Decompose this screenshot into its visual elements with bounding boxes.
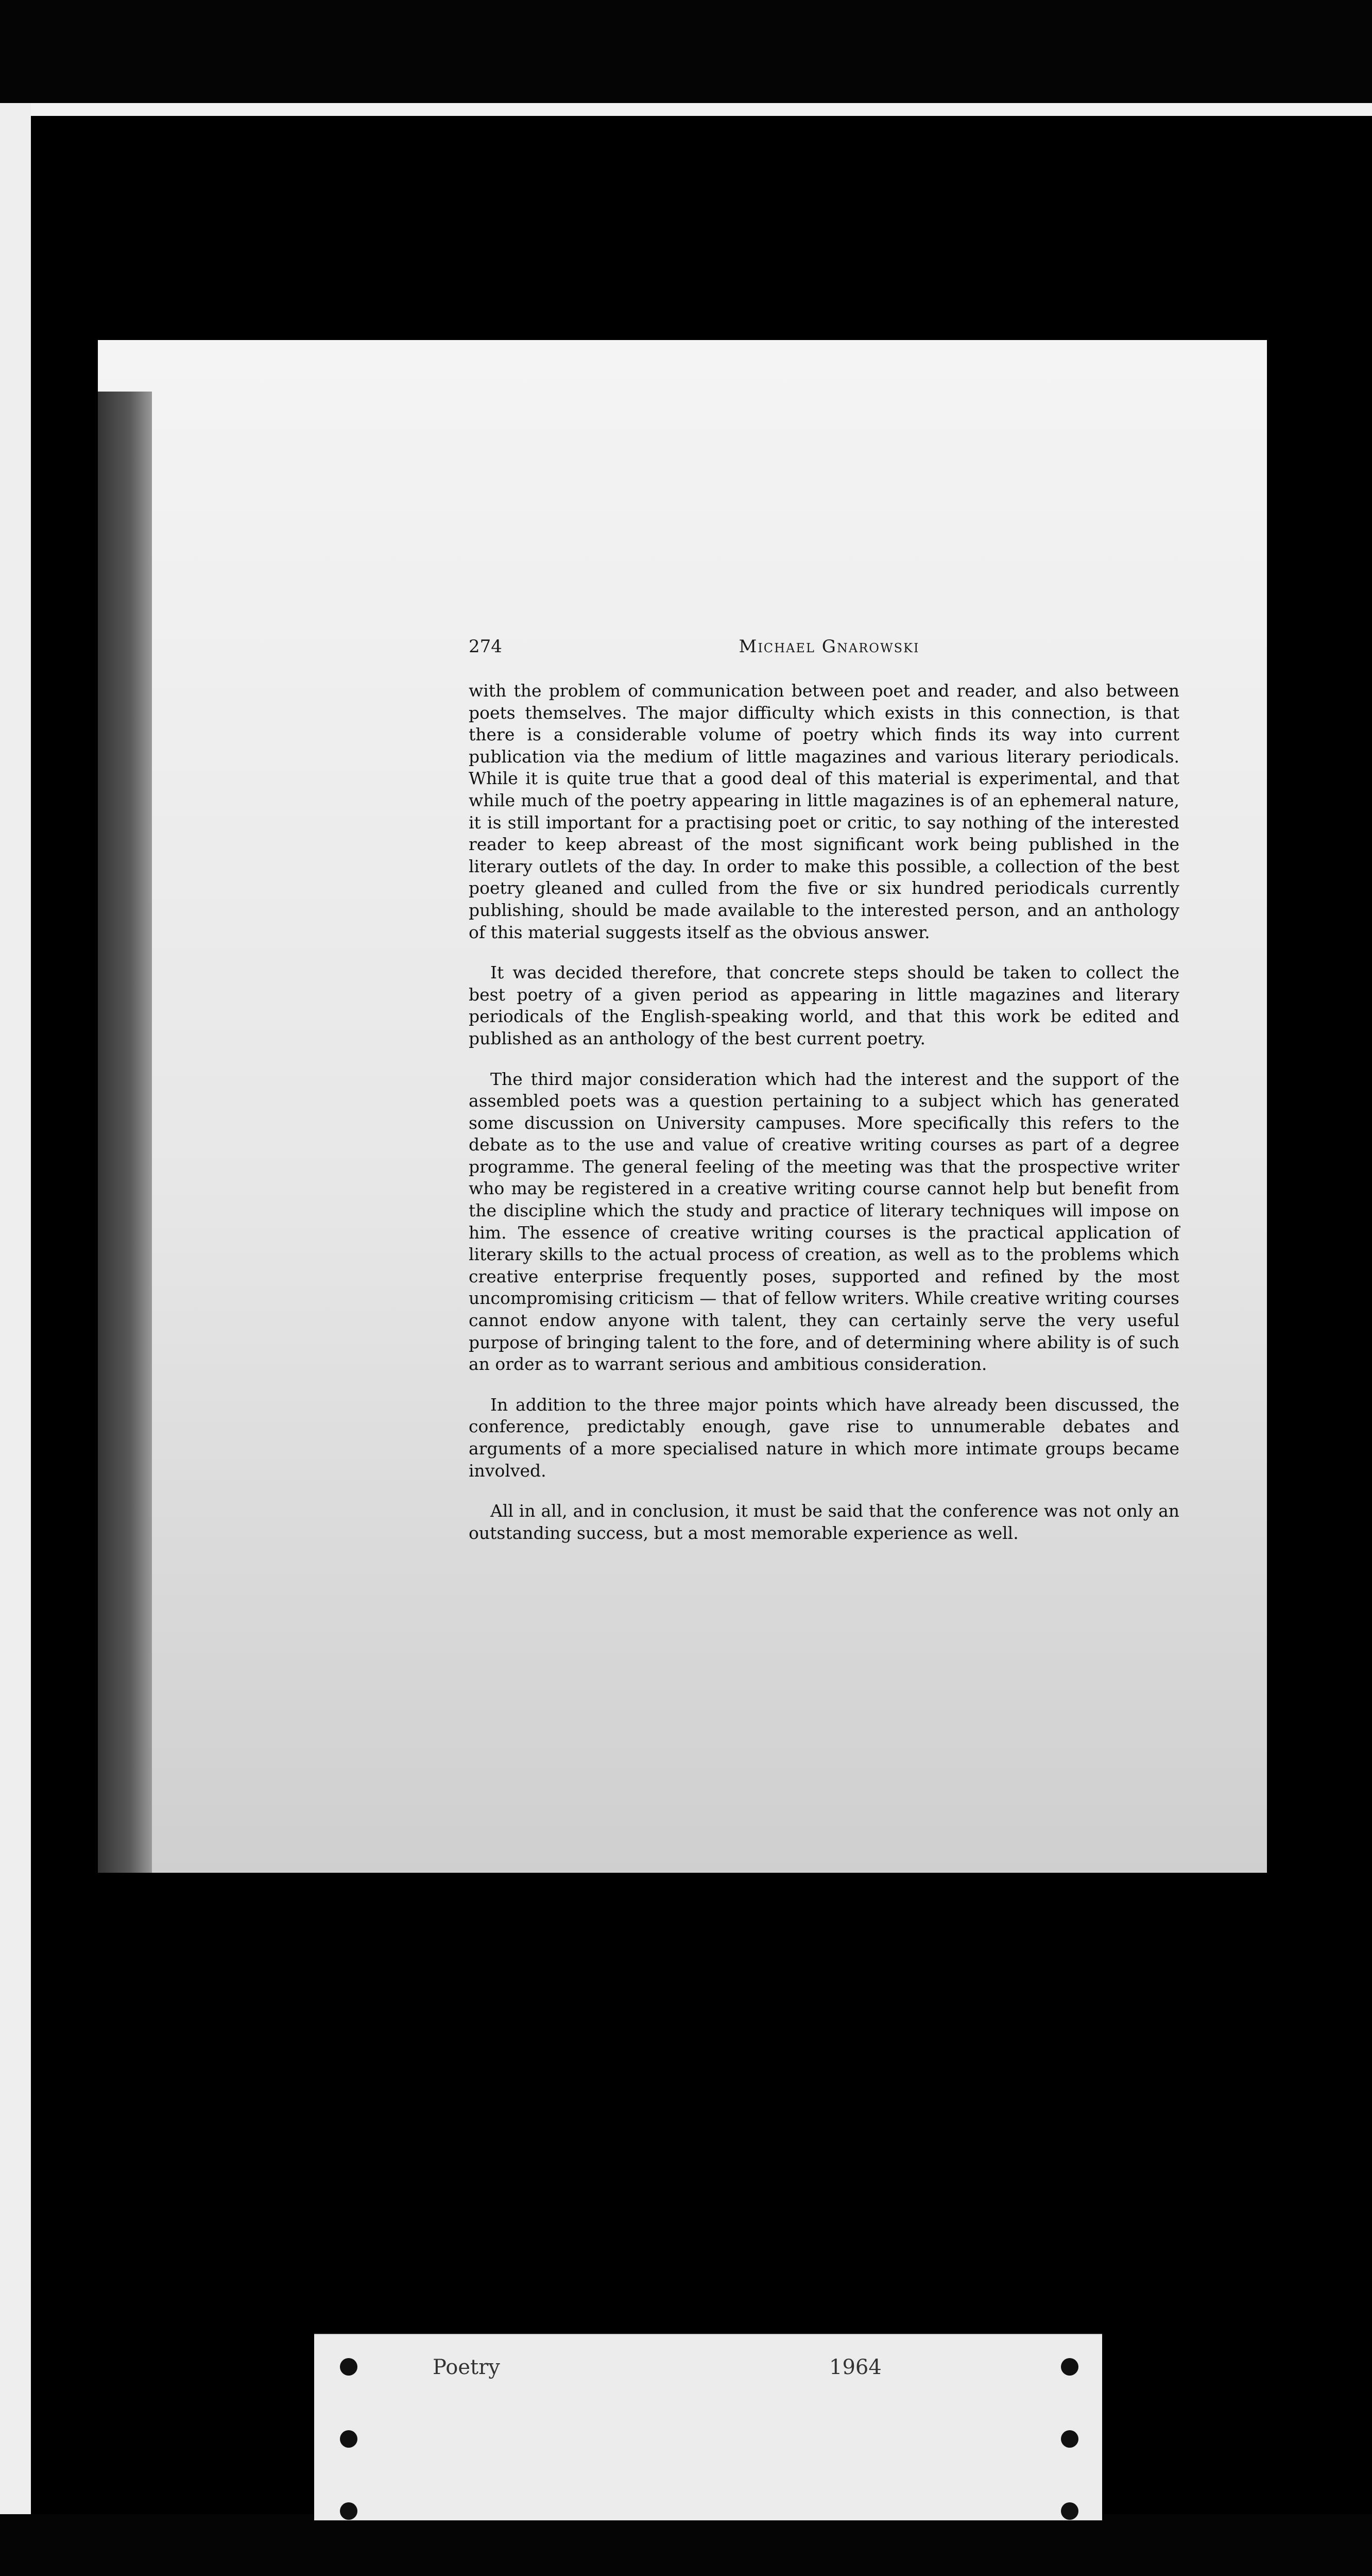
scanned-page: [98, 340, 1267, 1873]
paragraph: All in all, and in conclusion, it must be said that the conference was not only an outstanding success, but a most memorable experience as well.: [469, 1501, 1179, 1543]
film-index-tab: [314, 2334, 1102, 2520]
paragraph: with the problem of communication between poet and reader, and also between poets themselves. The major difficulty which exists in this connection, is that there is a considerable volume of poetry which finds its way into current publication via the medium of little magazines and various literary periodicals. While it is quite true that a good deal of this material is experimental, and that while much of the poetry appearing in little magazines is of an ephemeral nature, it is still important for a practising poet or critic, to say nothing of the interested reader to keep abreast of the most significant work being published in the literary outlets of the day. In order to make this possible, a collection of the best poetry gleaned and culled from the five or six hundred periodicals currently publishing, should be made available to the interested person, and an anthology of this material suggests itself as the obvious answer.: [469, 681, 1179, 942]
paragraph: The third major consideration which had the interest and the support of the assembled poets was a question pertaining to a subject which has generated some discussion on University campuses. More specifically this refers to the debate as to the use and value of creative writing courses as part of a degree programme. The general feeling of the meeting was that the prospective writer who may be registered in a creative writing course cannot help but benefit from the discipline which the study and practice of literary techniques will impose on him. The essence of creative writing courses is the practical application of literary skills to the actual process of creation, as well as to the problems which creative enterprise frequently poses, supported and refined by the most uncompromising criticism — that of fellow writers. While creative writing courses cannot endow anyone with talent, they can certainly serve the very useful purpose of bringing talent to the fore, and of determining where ability is of such an order as to warrant serious and ambitious consideration.: [469, 1069, 1179, 1375]
film-top-border: [0, 0, 1372, 103]
tab-year-label: 1964: [829, 2355, 882, 2379]
sprocket-hole-icon: [1061, 2430, 1078, 2448]
page-spine-shadow: [98, 392, 152, 1873]
sprocket-hole-icon: [340, 2430, 357, 2448]
sprocket-hole-icon: [340, 2358, 357, 2376]
film-bottom-border: [0, 2514, 1372, 2576]
page-number: 274: [469, 636, 502, 657]
running-head: [469, 636, 1179, 667]
sprocket-hole-icon: [340, 2502, 357, 2520]
paragraph: It was decided therefore, that concrete steps should be taken to collect the best poetry of a given period as appearing in little magazines and literary periodicals of the English-speaking world, and that this work be edited and published as an anthology of the best current poetry.: [469, 962, 1179, 1048]
sprocket-hole-icon: [1061, 2502, 1078, 2520]
tab-subject-label: Poetry: [433, 2355, 500, 2379]
sprocket-hole-icon: [1061, 2358, 1078, 2376]
paragraph: In addition to the three major points which have already been discussed, the conference, predictably enough, gave rise to unnumerable debates and arguments of a more specialised nature in which more intimate groups became involved.: [469, 1394, 1179, 1481]
running-title: Michael Gnarowski: [739, 636, 920, 657]
article-body: [469, 680, 1179, 1563]
film-left-edge: [0, 103, 31, 2576]
